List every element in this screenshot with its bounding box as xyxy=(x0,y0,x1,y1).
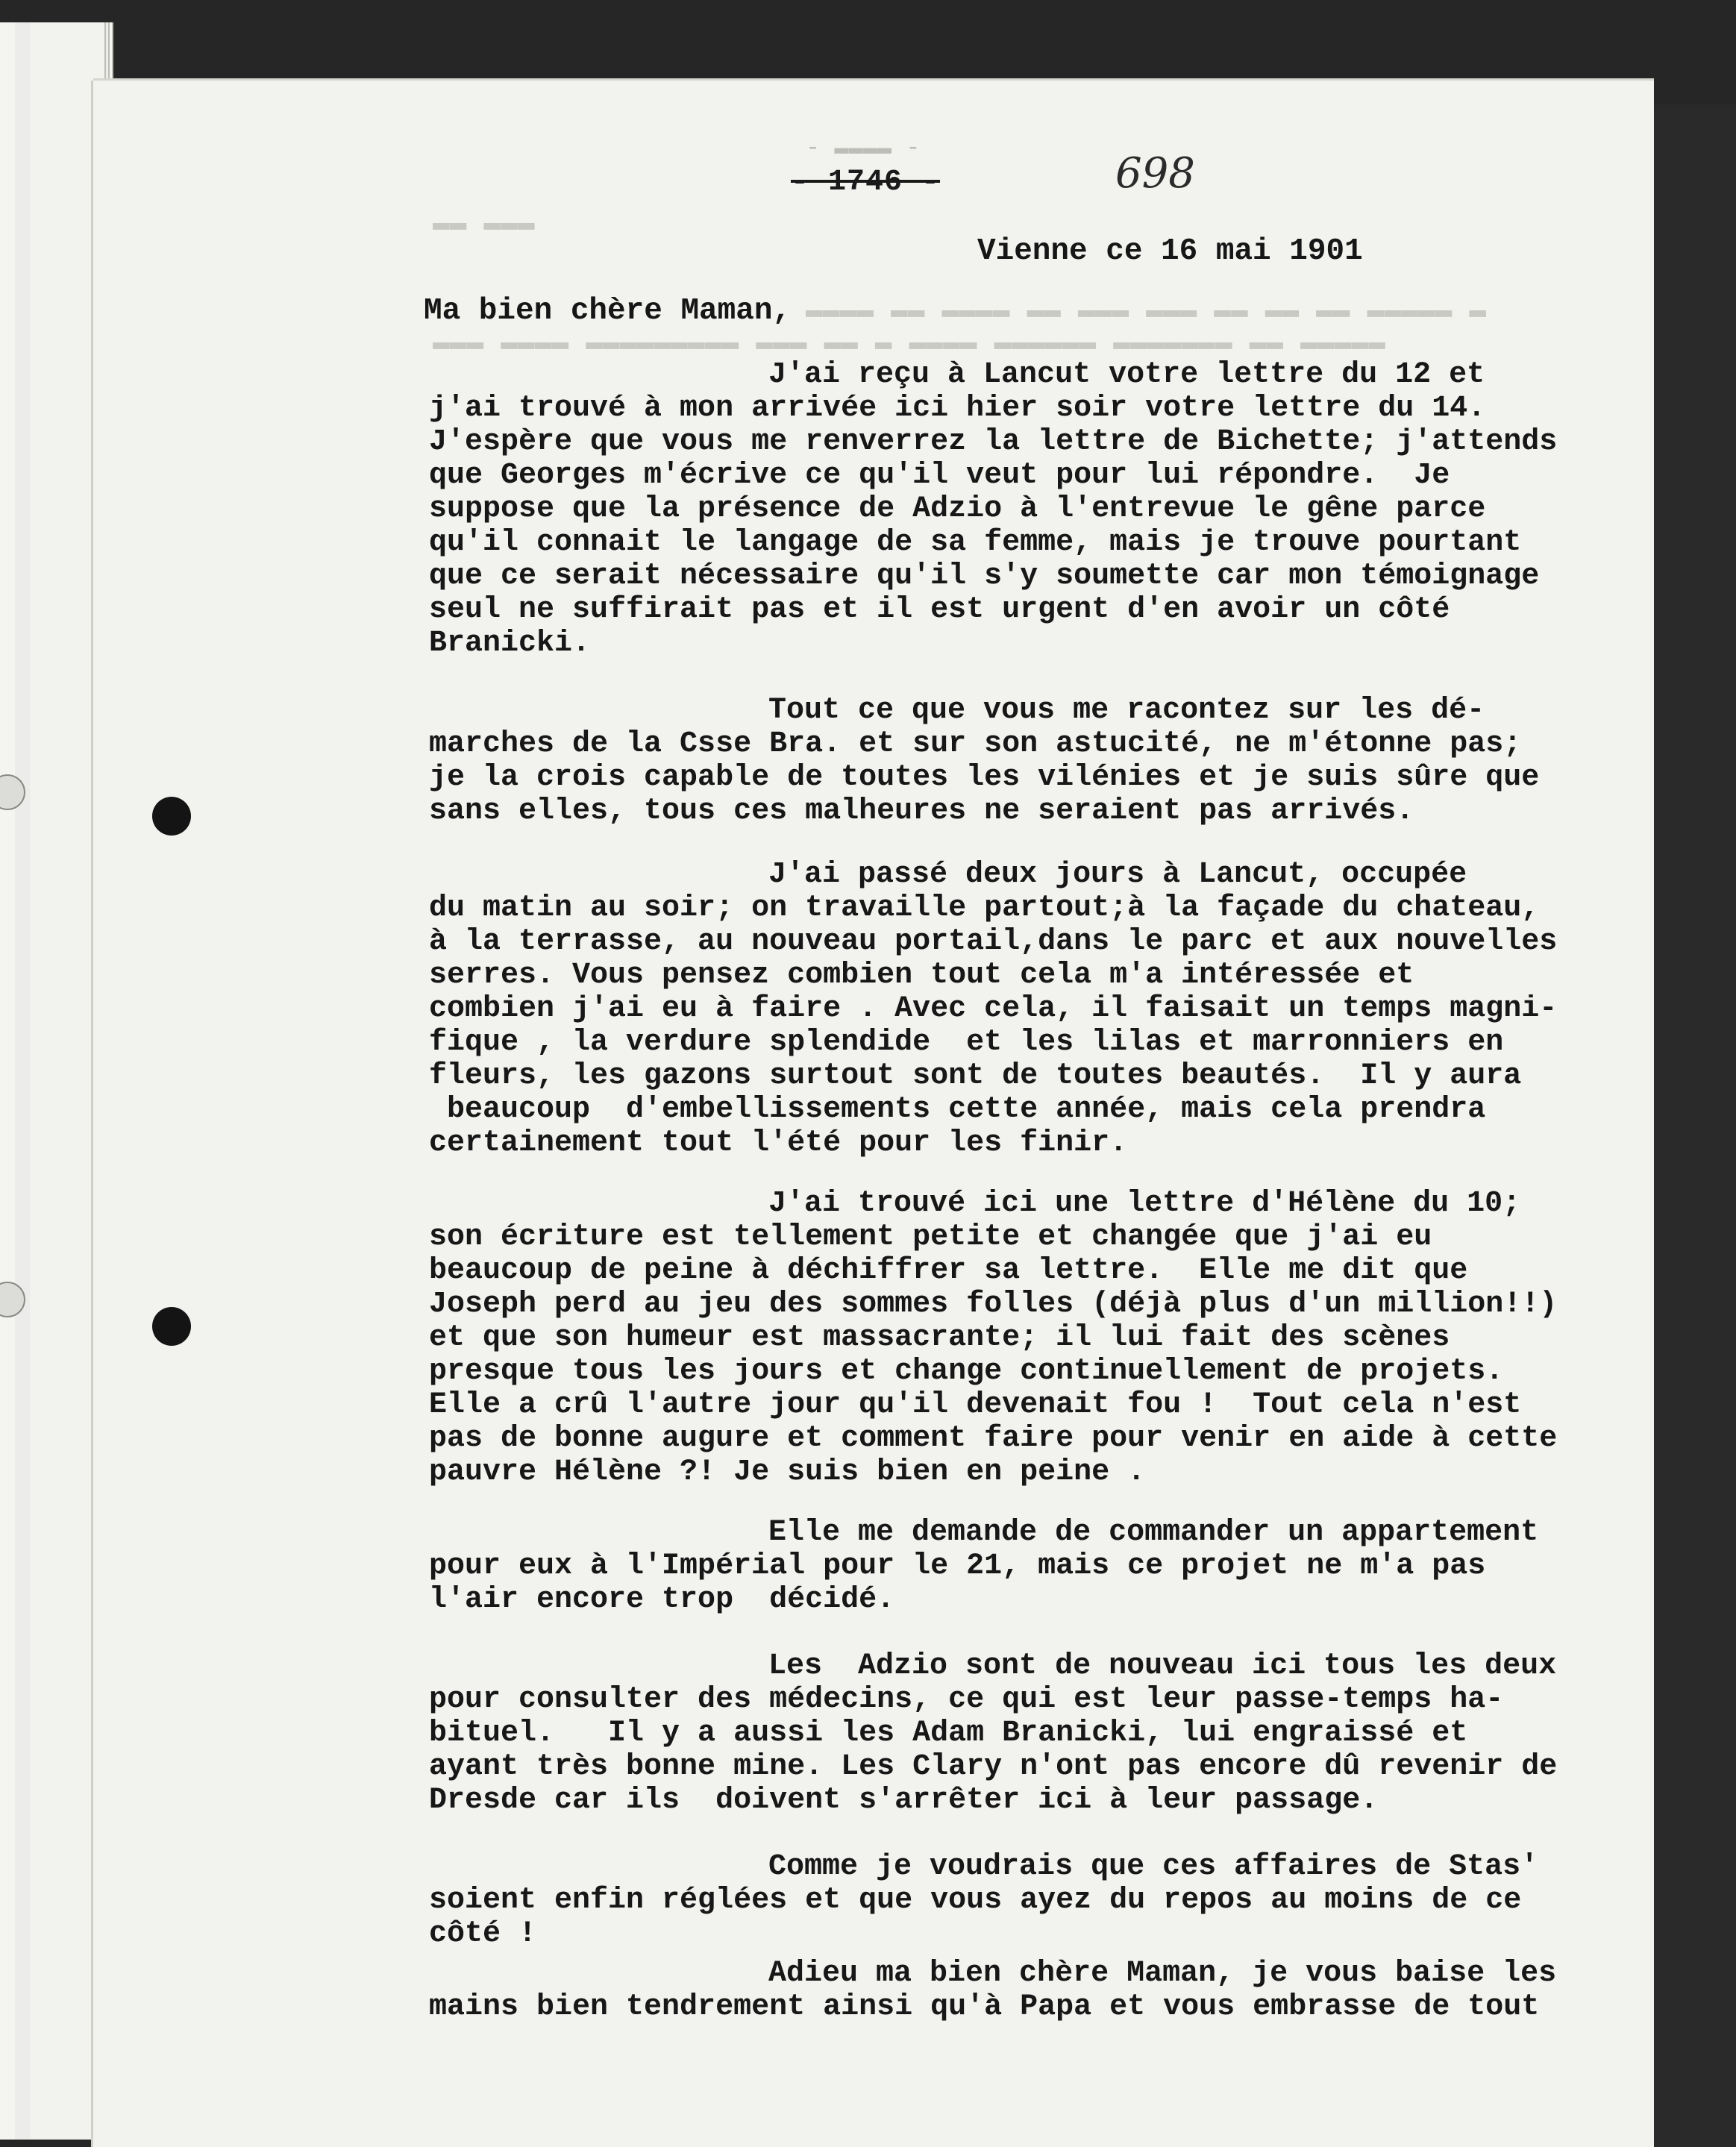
bleed-through: ▬▬▬▬ ▬▬ ▬▬▬▬ ▬▬ ▬▬▬ ▬▬▬ ▬▬ ▬▬ ▬▬ ▬▬▬▬▬ ▬ xyxy=(806,295,1487,327)
bleed-through: ▬▬▬ ▬▬▬▬ ▬▬▬▬▬▬▬▬▬ ▬▬▬ ▬▬ ▬ ▬▬▬▬ ▬▬▬▬▬▬ ▬▬▬▬▬▬▬ ▬▬ ▬▬▬▬▬ xyxy=(433,327,1386,359)
ghost-page-number: - ▬▬▬▬ - xyxy=(806,134,921,162)
letter-line: suppose que la présence de Adzio à l'entrevue le gêne parce xyxy=(429,492,1486,526)
letter-paragraph xyxy=(429,1187,1623,1489)
letter-line: Joseph perd au jeu des sommes folles (déjà plus d'un million!!) xyxy=(429,1288,1558,1321)
page-number-text: - 1746 - xyxy=(791,166,941,199)
letter-salutation: Ma bien chère Maman, xyxy=(424,294,792,328)
letter-line: et que son humeur est massacrante; il lui fait des scènes xyxy=(429,1321,1450,1355)
letter-line: que ce serait nécessaire qu'il s'y soumette car mon témoignage xyxy=(429,560,1540,593)
letter-line: bituel. Il y a aussi les Adam Branicki, lui engraissé et xyxy=(429,1717,1468,1750)
letter-line: mains bien tendrement ainsi qu'à Papa et vous embrasse de tout xyxy=(429,1990,1540,2024)
letter-line: fique , la verdure splendide et les lilas et marronniers en xyxy=(429,1026,1504,1059)
letter-line: fleurs, les gazons surtout sont de toutes beautés. Il y aura xyxy=(429,1059,1522,1093)
letter-line: J'ai passé deux jours à Lancut, occupée xyxy=(768,858,1467,891)
letter-line: son écriture est tellement petite et changée que j'ai eu xyxy=(429,1220,1432,1254)
letter-paragraph xyxy=(429,1957,1623,2024)
letter-line: certainement tout l'été pour les finir. xyxy=(429,1126,1128,1160)
letter-line: l'air encore trop décidé. xyxy=(429,1583,895,1617)
letter-line: Elle a crû l'autre jour qu'il devenait fou ! Tout cela n'est xyxy=(429,1388,1522,1422)
letter-line: beaucoup d'embellissements cette année, mais cela prendra xyxy=(429,1093,1486,1126)
letter-line: à la terrasse, au nouveau portail,dans le parc et aux nouvelles xyxy=(429,925,1558,959)
letter-line: que Georges m'écrive ce qu'il veut pour lui répondre. Je xyxy=(429,459,1450,492)
letter-line: Adieu ma bien chère Maman, je vous baise les xyxy=(768,1957,1557,1990)
letter-line: pas de bonne augure et comment faire pour venir en aide à cette xyxy=(429,1422,1558,1455)
letter-line: Elle me demande de commander un appartement xyxy=(768,1516,1539,1549)
bleed-through: ▬▬ ▬▬▬ xyxy=(433,207,535,239)
letter-line: ayant très bonne mine. Les Clary n'ont pas encore dû revenir de xyxy=(429,1750,1558,1784)
letter-line: seul ne suffirait pas et il est urgent d'en avoir un côté xyxy=(429,593,1450,627)
letter-paragraph xyxy=(429,1516,1623,1617)
letter-line: Branicki. xyxy=(429,627,591,660)
letter-line: J'ai reçu à Lancut votre lettre du 12 et xyxy=(768,358,1485,392)
letter-line: Dresde car ils doivent s'arrêter ici à leur passage. xyxy=(429,1784,1379,1817)
letter-line: Tout ce que vous me racontez sur les dé- xyxy=(768,694,1485,727)
letter-line: j'ai trouvé à mon arrivée ici hier soir votre lettre du 14. xyxy=(429,392,1486,425)
letter-line: serres. Vous pensez combien tout cela m'a intéressée et xyxy=(429,959,1414,992)
letter-body xyxy=(429,358,1623,2024)
letter-line: beaucoup de peine à déchiffrer sa lettre. Elle me dit que xyxy=(429,1254,1468,1288)
punch-hole xyxy=(152,1307,191,1346)
handwritten-folio-number: 698 xyxy=(1115,149,1195,198)
background-shadow xyxy=(1654,104,1736,2147)
letter-line: Comme je voudrais que ces affaires de Stas' xyxy=(768,1850,1539,1884)
letter-line: marches de la Csse Bra. et sur son astucité, ne m'étonne pas; xyxy=(429,727,1522,761)
letter-line: J'ai trouvé ici une lettre d'Hélène du 10; xyxy=(768,1187,1521,1220)
letter-line: Les Adzio sont de nouveau ici tous les deux xyxy=(768,1649,1557,1683)
letter-paragraph xyxy=(429,1850,1623,1951)
letter-paragraph xyxy=(429,858,1623,1160)
letter-paragraph xyxy=(429,694,1623,828)
letter-paragraph xyxy=(429,1649,1623,1817)
letter-paragraph xyxy=(429,358,1623,660)
letter-line: qu'il connait le langage de sa femme, mais je trouve pourtant xyxy=(429,526,1522,560)
punch-hole xyxy=(152,797,191,836)
letter-line: soient enfin réglées et que vous ayez du repos au moins de ce xyxy=(429,1884,1522,1917)
letter-date: Vienne ce 16 mai 1901 xyxy=(977,234,1363,269)
page-number xyxy=(791,166,940,199)
letter-line: du matin au soir; on travaille partout;à la façade du chateau, xyxy=(429,891,1540,925)
letter-line: pour consulter des médecins, ce qui est leur passe-temps ha- xyxy=(429,1683,1504,1717)
letter-line: pour eux à l'Impérial pour le 21, mais ce projet ne m'a pas xyxy=(429,1549,1486,1583)
letter-line: sans elles, tous ces malheures ne seraient pas arrivés. xyxy=(429,794,1414,828)
letter-line: combien j'ai eu à faire . Avec cela, il faisait un temps magni- xyxy=(429,992,1558,1026)
letter-line: presque tous les jours et change continuellement de projets. xyxy=(429,1355,1504,1388)
letter-line: je la crois capable de toutes les vilénies et je suis sûre que xyxy=(429,761,1540,794)
letter-line: J'espère que vous me renverrez la lettre de Bichette; j'attends xyxy=(429,425,1558,459)
letter-line: pauvre Hélène ?! Je suis bien en peine . xyxy=(429,1455,1146,1489)
letter-line: côté ! xyxy=(429,1917,537,1951)
